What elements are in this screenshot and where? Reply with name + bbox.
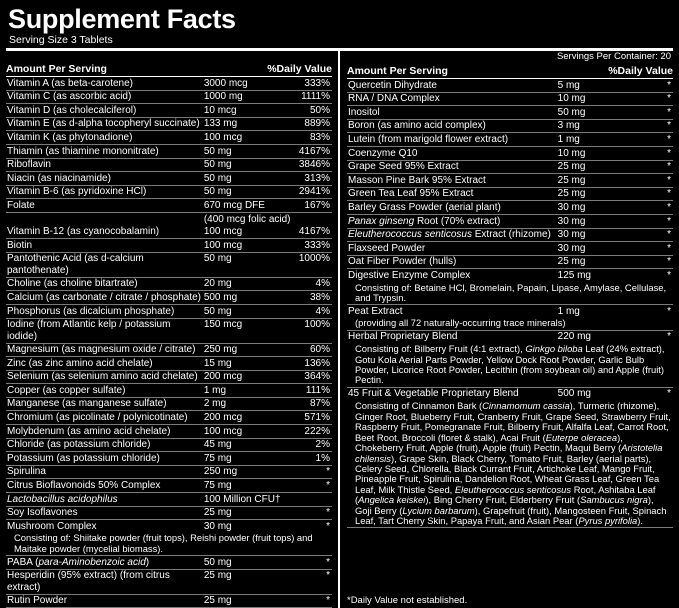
row-amount: 25 mg xyxy=(557,188,586,200)
row-name: Quercetin Dihydrate xyxy=(348,79,437,91)
row-amount: 10 mcg xyxy=(203,104,237,116)
table-row xyxy=(347,79,673,92)
row-daily-value: 889% xyxy=(304,118,330,130)
row-daily-value: * xyxy=(667,256,671,268)
row-amount: 30 mg xyxy=(557,242,586,254)
row-daily-value: 100% xyxy=(304,319,330,331)
row-daily-value: 4% xyxy=(315,278,330,290)
left-column xyxy=(6,51,340,608)
row-daily-value: * xyxy=(667,188,671,200)
row-amount: 25 mg xyxy=(203,570,232,582)
row-amount: (400 mcg folic acid) xyxy=(203,213,291,225)
table-row xyxy=(6,291,332,305)
row-amount: 25 mg xyxy=(203,595,232,607)
row-daily-value: * xyxy=(326,556,330,568)
row-amount: 200 mcg xyxy=(203,371,243,383)
row-amount: 30 mg xyxy=(557,201,586,213)
table-row xyxy=(347,119,673,133)
row-daily-value: * xyxy=(667,269,671,281)
row-daily-value: 364% xyxy=(304,371,330,383)
table-row xyxy=(6,318,332,343)
row-daily-value: 167% xyxy=(304,199,330,211)
row-name: Oat Fiber Powder (hulls) xyxy=(348,256,457,268)
row-amount: 125 mg xyxy=(557,269,591,281)
blend-header-row xyxy=(347,387,673,400)
row-name: Phosphorus (as dicalcium phosphate) xyxy=(7,305,175,317)
row-name: Vitamin B-6 (as pyridoxine HCl) xyxy=(7,186,147,198)
servings-per-container: Servings Per Container: 20 xyxy=(556,51,671,62)
blend-name: Herbal Proprietary Blend xyxy=(348,331,458,343)
row-amount: 45 mg xyxy=(203,439,232,451)
row-daily-value: 1000% xyxy=(298,253,330,265)
row-name: Peat Extract xyxy=(348,305,403,317)
row-name: Consisting of: Betaine HCl, Bromelain, Papain, Lipase, Amylase, Cellulase, and Trypsin. xyxy=(355,281,667,304)
row-daily-value: 4167% xyxy=(298,226,330,238)
blend-name: 45 Fruit & Vegetable Proprietary Blend xyxy=(348,388,519,400)
row-daily-value: 333% xyxy=(304,239,330,251)
row-daily-value xyxy=(291,493,332,507)
row-name: Vitamin A (as beta-carotene) xyxy=(7,77,133,89)
table-row xyxy=(6,556,332,570)
table-row xyxy=(347,187,673,201)
row-name: Pantothenic Acid (as d-calcium pantothenate) xyxy=(7,253,144,276)
table-row xyxy=(347,106,673,120)
row-amount: 100 mcg xyxy=(203,226,243,238)
row-amount: 30 mg xyxy=(557,215,586,227)
row-amount: 25 mg xyxy=(557,174,586,186)
table-row xyxy=(6,199,332,213)
row-amount: 3 mg xyxy=(557,120,580,132)
row-daily-value: 1% xyxy=(315,452,330,464)
row-amount: 1 mg xyxy=(203,384,227,396)
footnote: *Daily Value not established. xyxy=(347,595,468,607)
row-amount: 2 mg xyxy=(203,398,227,410)
row-amount: 50 mg xyxy=(557,106,586,118)
table-row xyxy=(347,318,673,330)
right-column-header xyxy=(347,65,673,79)
row-name: Mushroom Complex xyxy=(7,520,97,532)
row-daily-value: 3846% xyxy=(298,159,330,171)
row-daily-value: * xyxy=(667,79,671,91)
blend-amount: 220 mg xyxy=(557,331,591,343)
right-column xyxy=(340,51,673,608)
table-row xyxy=(6,370,332,384)
row-daily-value: 111% xyxy=(305,384,330,396)
row-daily-value: * xyxy=(667,174,671,186)
row-name: Consisting of: Shiitake powder (fruit tops), Reishi powder (fruit tops) and Maitake powder (mycelial biomass). xyxy=(14,532,313,554)
table-row xyxy=(6,506,332,520)
table-row xyxy=(347,305,673,318)
row-daily-value: 1111% xyxy=(301,91,330,103)
blend-description: Consisting of: Bilberry Fruit (4:1 extract), Ginkgo biloba Leaf (24% extract), Gotu Kola Aerial Parts Powder, Yellow Dock Root Powder, Garlic Bulb Powder, Licorice Root Powder, Lecithin (from soybean oil) and Apple (fruit) Pectin. xyxy=(355,343,665,386)
table-row xyxy=(347,133,673,147)
row-name: Chromium (as picolinate / polynicotinate) xyxy=(7,412,188,424)
page-title: Supplement Facts xyxy=(8,4,236,34)
table-row xyxy=(6,479,332,493)
serving-size: Serving Size 3 Tablets xyxy=(9,34,113,46)
row-amount: 1 mg xyxy=(557,133,580,145)
row-amount: 75 mg xyxy=(203,452,232,464)
row-amount: 200 mcg xyxy=(203,412,243,424)
table-row xyxy=(6,533,332,556)
row-daily-value: 38% xyxy=(309,291,330,303)
row-amount: 25 mg xyxy=(557,161,586,173)
row-amount: 10 mg xyxy=(557,147,586,159)
row-daily-value: 333% xyxy=(304,77,330,89)
left-header-spacer xyxy=(6,51,332,63)
row-name: Iodine (from Atlantic kelp / potassium iodide) xyxy=(7,319,171,342)
table-row xyxy=(6,144,332,158)
row-daily-value xyxy=(291,212,332,225)
row-amount: 30 mg xyxy=(557,229,586,241)
row-daily-value: * xyxy=(326,480,330,492)
row-amount: 150 mcg xyxy=(203,319,243,331)
row-amount: 250 mg xyxy=(203,466,238,478)
left-column-header xyxy=(6,63,332,77)
row-amount: 50 mg xyxy=(203,253,232,265)
row-name: Choline (as choline bitartrate) xyxy=(7,278,138,290)
row-daily-value: 2% xyxy=(315,439,330,451)
table-row xyxy=(6,77,332,90)
row-name: Chloride (as potassium chloride) xyxy=(7,439,151,451)
row-name: Masson Pine Bark 95% Extract xyxy=(348,174,486,186)
row-daily-value: * xyxy=(667,215,671,227)
row-amount: 20 mg xyxy=(203,278,232,290)
table-row xyxy=(6,411,332,425)
table-row xyxy=(6,304,332,318)
row-name: Potassium (as potassium chloride) xyxy=(7,452,160,464)
row-amount: 1000 mg xyxy=(203,91,243,103)
row-amount: 100 mcg xyxy=(203,425,243,437)
row-amount: 50 mg xyxy=(203,172,232,184)
blend-amount: 500 mg xyxy=(557,388,591,400)
table-row xyxy=(6,357,332,371)
table-row xyxy=(6,104,332,118)
row-name: Calcium (as carbonate / citrate / phosphate) xyxy=(7,291,201,303)
table-row xyxy=(6,158,332,172)
blend-description: Consisting of Cinnamon Bark (Cinnamomum cassia), Turmeric (rhizome), Ginger Root, Blueberry Fruit, Cranberry Fruit, Grape Seed, Strawberry Fruit, Raspberry Fruit, Pomegranate Fruit, Bilberry Fruit, Alfalfa Leaf, Carrot Root, Beet Root, Broccoli (floret & stalk), Acai Fruit (Euterpe oleracea), Chokeberry Fruit, Apple (fruit), Apple (fruit) Pectin, Maqui Berry (Aristotelia chilensis), Grape Skin, Black Cherry, Tomato Fruit, Barley (aerial parts), Celery Seed, Chlorella, Black Currant Fruit, Artichoke Leaf, Mango Fruit, Pineapple Fruit, Spirulina, Dandelion Root, Wheat Grass Leaf, Green Tea Leaf, Milk Thistle Seed, Eleutherococcus senticosus Root, Ashitaba Leaf (Angelica keiskei), Bing Cherry Fruit, Elderberry Fruit (Sambucus nigra), Goji Berry (Lycium barbarum), Grapefruit (fruit), Mangosteen Fruit, Spinach Leaf, Tart Cherry Skin, Papaya Fruit, and Asian Pear (Pyrus pyrifolia). xyxy=(355,400,671,526)
row-name: Grape Seed 95% Extract xyxy=(348,161,459,173)
row-amount: 50 mg xyxy=(203,145,232,157)
table-row xyxy=(347,214,673,228)
row-name: Selenium (as selenium amino acid chelate) xyxy=(7,371,198,383)
row-daily-value: 571% xyxy=(304,412,330,424)
left-nutrient-table xyxy=(6,77,332,608)
row-name: Molybdenum (as amino acid chelate) xyxy=(7,425,171,437)
row-daily-value: * xyxy=(326,507,330,519)
row-name: Manganese (as manganese sulfate) xyxy=(7,398,167,410)
blend-description-row xyxy=(347,400,673,527)
table-row xyxy=(6,465,332,479)
row-daily-value: 4167% xyxy=(298,145,330,157)
row-name: Flaxseed Powder xyxy=(348,242,426,254)
row-daily-value: * xyxy=(667,147,671,159)
row-name: Soy Isoflavones xyxy=(7,507,78,519)
blend-daily-value: * xyxy=(667,331,671,343)
row-name: Eleutherococcus senticosus Extract (rhizome) xyxy=(348,229,551,241)
row-name: Zinc (as zinc amino acid chelate) xyxy=(7,357,153,369)
row-name: Coenzyme Q10 xyxy=(348,147,418,159)
row-daily-value: 136% xyxy=(304,357,330,369)
row-daily-value: * xyxy=(667,133,671,145)
row-amount: 100 Million CFU† xyxy=(203,493,281,505)
blend-description-row xyxy=(347,343,673,387)
row-daily-value: * xyxy=(326,466,330,478)
row-amount: 133 mg xyxy=(203,118,238,130)
row-name: PABA (para-Aminobenzoic acid) xyxy=(7,556,150,568)
table-row xyxy=(6,90,332,104)
left-header-name: Amount Per Serving xyxy=(6,63,107,75)
table-row xyxy=(6,594,332,608)
row-name: Barley Grass Powder (aerial plant) xyxy=(348,201,501,213)
right-header-dv: %Daily Value xyxy=(608,65,673,77)
row-name: Vitamin K (as phytonadione) xyxy=(7,131,133,143)
row-name: Spirulina xyxy=(7,466,46,478)
table-row xyxy=(347,255,673,269)
row-daily-value: 60% xyxy=(309,344,330,356)
table-row xyxy=(6,384,332,398)
row-amount: 30 mg xyxy=(203,520,232,532)
row-name: Folate xyxy=(7,199,35,211)
row-amount: 50 mg xyxy=(203,186,232,198)
row-daily-value: 87% xyxy=(309,398,330,410)
blend-header-row xyxy=(347,331,673,344)
facts-columns xyxy=(6,51,673,608)
row-name: RNA / DNA Complex xyxy=(348,93,440,105)
row-name: Panax ginseng Root (70% extract) xyxy=(348,215,501,227)
row-amount: 5 mg xyxy=(557,79,580,91)
row-name: Hesperidin (95% extract) (from citrus extract) xyxy=(7,570,170,593)
row-amount: 100 mcg xyxy=(203,131,243,143)
table-row xyxy=(6,252,332,277)
table-row xyxy=(6,520,332,533)
row-daily-value: * xyxy=(667,161,671,173)
row-daily-value: * xyxy=(667,93,671,105)
table-row xyxy=(347,282,673,305)
row-daily-value: 2941% xyxy=(298,186,330,198)
table-row xyxy=(6,185,332,199)
row-daily-value: 4% xyxy=(315,305,330,317)
row-daily-value: * xyxy=(667,201,671,213)
table-row xyxy=(347,228,673,242)
table-row xyxy=(347,146,673,160)
row-daily-value: 222% xyxy=(304,425,330,437)
row-daily-value: * xyxy=(667,305,671,317)
row-name: Thiamin (as thiamine mononitrate) xyxy=(7,145,159,157)
row-name: Riboflavin xyxy=(7,159,51,171)
row-amount: 500 mg xyxy=(203,291,238,303)
row-amount: 50 mg xyxy=(203,305,232,317)
row-name: Digestive Enzyme Complex xyxy=(348,269,471,281)
table-row xyxy=(6,438,332,452)
row-amount: 15 mg xyxy=(203,357,232,369)
row-amount: 3000 mcg xyxy=(203,77,248,89)
table-row xyxy=(6,212,332,225)
row-daily-value: * xyxy=(667,242,671,254)
table-row xyxy=(347,242,673,256)
row-amount: 50 mg xyxy=(203,556,232,568)
row-daily-value: * xyxy=(667,229,671,241)
table-row xyxy=(6,425,332,439)
row-name: Niacin (as niacinamide) xyxy=(7,172,111,184)
row-amount: 100 mcg xyxy=(203,239,243,251)
row-amount: 25 mg xyxy=(557,256,586,268)
row-name: Vitamin E (as d-alpha tocopheryl succinate) xyxy=(7,118,200,130)
row-name: Copper (as copper sulfate) xyxy=(7,384,126,396)
row-name: Lactobacillus acidophilus xyxy=(7,493,118,505)
row-daily-value: * xyxy=(326,595,330,607)
table-row xyxy=(6,452,332,466)
table-row xyxy=(347,92,673,106)
left-header-dv: %Daily Value xyxy=(267,63,332,75)
row-daily-value: * xyxy=(326,520,330,532)
table-row xyxy=(6,172,332,186)
row-daily-value: 50% xyxy=(309,104,330,116)
row-name: Vitamin B-12 (as cyanocobalamin) xyxy=(7,226,160,238)
row-name: Magnesium (as magnesium oxide / citrate) xyxy=(7,344,196,356)
row-daily-value: * xyxy=(667,106,671,118)
row-amount: 670 mcg DFE xyxy=(203,199,265,211)
table-row xyxy=(6,343,332,357)
row-name: Lutein (from marigold flower extract) xyxy=(348,133,509,145)
row-amount: 10 mg xyxy=(557,93,586,105)
row-name: Vitamin C (as ascorbic acid) xyxy=(7,91,132,103)
table-row xyxy=(6,277,332,291)
table-row xyxy=(347,201,673,215)
row-name: Boron (as amino acid complex) xyxy=(348,120,486,132)
table-row xyxy=(6,117,332,131)
row-name: Biotin xyxy=(7,239,33,251)
table-row xyxy=(347,160,673,174)
table-row xyxy=(6,131,332,145)
right-header-name: Amount Per Serving xyxy=(347,65,448,77)
row-amount: 1 mg xyxy=(557,305,580,317)
row-daily-value: * xyxy=(667,120,671,132)
row-name: Citrus Bioflavonoids 50% Complex xyxy=(7,480,161,492)
row-amount: 50 mg xyxy=(203,159,232,171)
row-name: (providing all 72 naturally-occurring trace minerals) xyxy=(355,317,566,329)
table-row xyxy=(6,569,332,594)
right-nutrient-table xyxy=(347,79,673,331)
table-row xyxy=(6,226,332,239)
row-daily-value: * xyxy=(326,570,330,582)
row-daily-value: 313% xyxy=(304,172,330,184)
table-row xyxy=(347,174,673,188)
row-name: Green Tea Leaf 95% Extract xyxy=(348,188,474,200)
table-row xyxy=(6,397,332,411)
table-row xyxy=(6,239,332,253)
row-daily-value: 83% xyxy=(309,131,330,143)
row-name xyxy=(6,212,202,225)
blend-table xyxy=(347,331,673,529)
row-amount: 25 mg xyxy=(203,507,232,519)
row-amount: 75 mg xyxy=(203,480,232,492)
blend-daily-value: * xyxy=(667,388,671,400)
table-row xyxy=(6,493,332,507)
table-row xyxy=(347,269,673,282)
row-name: Vitamin D (as cholecalciferol) xyxy=(7,104,137,116)
row-amount: 250 mg xyxy=(203,344,238,356)
row-name: Inositol xyxy=(348,106,380,118)
row-name: Rutin Powder xyxy=(7,595,68,607)
